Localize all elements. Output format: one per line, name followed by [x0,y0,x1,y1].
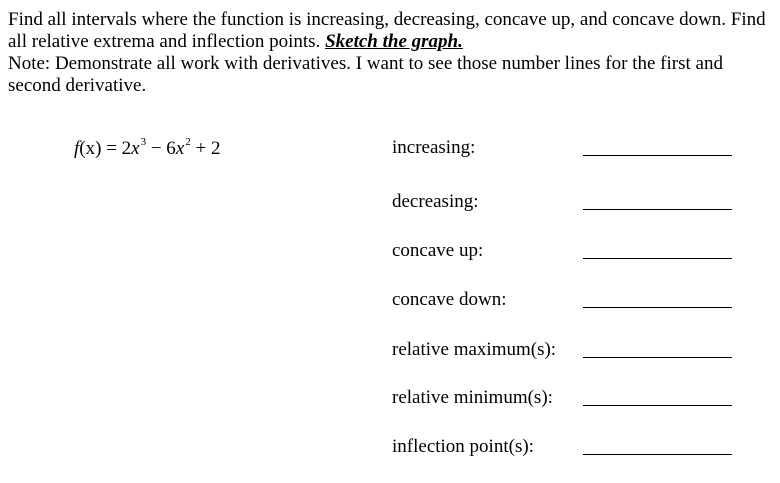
answer-row-increasing [392,136,737,160]
function-argument: (x) [79,138,102,159]
answer-blank-decreasing[interactable] [583,209,732,210]
function-exponent-cubic: 3 [140,136,147,148]
answer-blank-relative-minimum[interactable] [583,405,732,406]
function-var-quadratic: x [175,138,185,159]
answer-label-increasing: increasing: [392,137,476,158]
answer-row-inflection-points [392,435,737,459]
answer-label-relative-maximum: relative maximum(s): [392,339,557,360]
answer-row-concave-up [392,239,737,263]
function-var-cubic: x [131,138,140,159]
answer-row-concave-down [392,288,737,312]
answer-label-decreasing: decreasing: [392,191,479,212]
function-equals: = 2 [101,138,132,159]
answer-blank-concave-up[interactable] [583,258,732,259]
instructions [8,9,773,97]
answer-row-relative-maximum [392,338,737,362]
function-exponent-quadratic: 2 [185,136,191,148]
answer-row-relative-minimum [392,386,737,410]
answer-label-concave-up: concave up: [392,240,484,261]
function-middle-term: − 6 [146,138,176,159]
answer-blank-increasing[interactable] [583,155,732,156]
instructions-paragraph [8,9,773,53]
function-name: f [74,138,80,159]
answer-blank-concave-down[interactable] [583,307,732,308]
answer-row-decreasing [392,190,737,214]
instructions-text: Find all intervals where the function is increasing, decreasing, concave up, and concave down. Find all relative extrema and inflection points. [8,9,766,52]
function-constant-term: + 2 [190,138,221,159]
answer-blank-inflection-points[interactable] [583,454,732,455]
answer-blank-relative-maximum[interactable] [583,357,732,358]
sketch-the-graph-emphasis: Sketch the graph. [325,31,463,52]
answer-label-concave-down: concave down: [392,289,507,310]
answer-label-relative-minimum: relative minimum(s): [392,387,553,408]
answer-label-inflection-points: inflection point(s): [392,436,534,457]
note-paragraph: Note: Demonstrate all work with derivatives. I want to see those number lines for the first and second derivative. [8,53,723,96]
function-definition [74,137,220,161]
